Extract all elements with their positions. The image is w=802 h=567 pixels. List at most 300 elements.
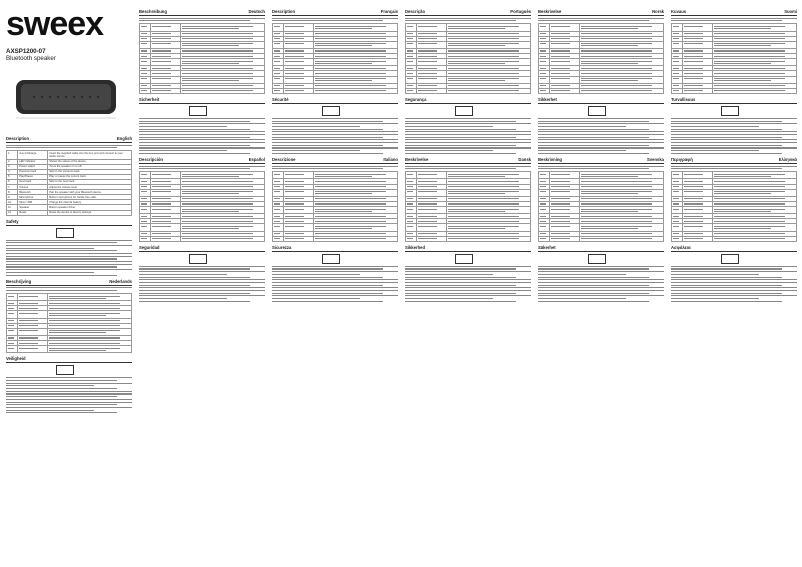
table-cell [284, 207, 314, 214]
cell-line [684, 26, 703, 27]
cell-line [315, 38, 386, 39]
table-cell: 4. [7, 169, 18, 174]
text-line [671, 147, 797, 148]
cell-line [285, 226, 304, 227]
cell-line [714, 226, 785, 227]
cell-line [407, 78, 413, 79]
table-cell [406, 172, 417, 179]
section-language: English [116, 136, 132, 141]
section-title: Beschrijving [6, 278, 32, 284]
table-cell [580, 24, 664, 31]
table-cell [672, 59, 683, 66]
cell-line [448, 216, 519, 217]
table-row [140, 41, 265, 48]
section-heading [139, 9, 265, 16]
table-row [672, 41, 797, 48]
cell-line [714, 181, 785, 182]
text-line [538, 277, 649, 278]
table-cell: 12. [7, 210, 18, 215]
table-cell [672, 76, 683, 83]
cell-line [285, 216, 304, 217]
table-cell [151, 24, 181, 31]
cell-line [407, 56, 413, 57]
cell-line [285, 68, 304, 69]
cell-line [448, 193, 505, 194]
section-heading [671, 97, 797, 104]
cell-line [540, 43, 546, 44]
cell-line [684, 209, 703, 210]
cell-line [673, 73, 679, 74]
cell-line [315, 203, 386, 204]
cell-line [49, 330, 120, 331]
cell-line [182, 26, 253, 27]
section-title: Sécurité [272, 96, 289, 102]
cell-line [285, 61, 304, 62]
text-line [405, 145, 516, 146]
text-line [139, 277, 250, 278]
table-cell [273, 189, 284, 196]
cell-line [49, 296, 120, 297]
section-title: Sikkerhed [405, 244, 426, 250]
cell-line [315, 73, 386, 74]
cell-line [19, 313, 38, 314]
column-4 [405, 6, 531, 562]
text-line [405, 293, 516, 294]
cell-line [714, 85, 785, 86]
cell-line [315, 193, 372, 194]
text-line [671, 129, 782, 130]
cell-line [581, 193, 638, 194]
cell-line [714, 174, 785, 175]
table-cell [580, 88, 664, 93]
cell-line [152, 90, 171, 91]
table-cell [447, 76, 531, 83]
cell-line [274, 221, 280, 222]
table-cell: 3. [7, 164, 18, 169]
table-cell [550, 41, 580, 48]
cell-line [684, 203, 703, 204]
cell-line [684, 90, 703, 91]
text-line [139, 142, 265, 143]
text-line [538, 147, 664, 148]
cell-line [673, 85, 679, 86]
cell-line [448, 56, 519, 57]
table-cell [48, 346, 132, 353]
cell-line [285, 198, 304, 199]
table-cell [683, 236, 713, 241]
text-line [538, 293, 649, 294]
cell-line [407, 238, 413, 239]
cell-line [581, 43, 652, 44]
cell-line [152, 38, 171, 39]
table-cell [7, 311, 18, 318]
text-line [671, 121, 782, 122]
table-cell [151, 88, 181, 93]
cell-line [673, 221, 679, 222]
cell-line [673, 26, 679, 27]
table-cell [713, 172, 797, 179]
cell-line [673, 78, 679, 79]
cell-line [315, 216, 386, 217]
table-cell [284, 236, 314, 241]
table-cell [713, 207, 797, 214]
cell-line [418, 26, 437, 27]
text-line [272, 266, 398, 267]
cell-line [315, 50, 386, 51]
text-line [6, 393, 132, 394]
table-cell [181, 59, 265, 66]
text-line [671, 145, 782, 146]
cell-line [315, 78, 386, 79]
table-cell [539, 41, 550, 48]
table-cell [314, 76, 398, 83]
cell-line [448, 226, 519, 227]
cell-line [182, 191, 253, 192]
text-line [538, 150, 626, 151]
cell-line [274, 174, 280, 175]
cell-line [141, 233, 147, 234]
cell-line [714, 233, 785, 234]
text-lines [139, 290, 265, 302]
text-lines [6, 287, 132, 291]
cell-line [274, 43, 280, 44]
table-cell [683, 189, 713, 196]
text-line [139, 279, 265, 280]
cell-line [551, 209, 570, 210]
cell-line [714, 45, 771, 46]
cell-line [182, 181, 253, 182]
text-line [671, 131, 797, 132]
cell-line [182, 238, 253, 239]
text-line [671, 293, 782, 294]
table-cell [417, 236, 447, 241]
text-line [139, 293, 250, 294]
cell-line [182, 193, 239, 194]
cell-line [274, 238, 280, 239]
cell-line [141, 43, 147, 44]
cell-line [152, 221, 171, 222]
section-heading [272, 245, 398, 252]
cell-line [418, 33, 437, 34]
table-row [140, 172, 265, 179]
cell-line [315, 233, 386, 234]
cell-line [418, 174, 437, 175]
cell-line [274, 181, 280, 182]
cell-line [448, 43, 519, 44]
text-lines [538, 142, 664, 154]
table-cell [539, 189, 550, 196]
cell-line [19, 330, 38, 331]
table-cell: Shows the status of the device. [48, 159, 132, 164]
text-line [671, 166, 797, 167]
text-lines [139, 18, 265, 22]
cell-line [684, 33, 703, 34]
section-language: Norsk [652, 9, 664, 14]
cell-line [19, 337, 38, 338]
cell-line [540, 68, 546, 69]
cell-line [581, 211, 638, 212]
cell-line [407, 233, 413, 234]
table-cell [539, 224, 550, 231]
section-heading [139, 245, 265, 252]
cell-line [285, 186, 304, 187]
function-table [139, 171, 265, 242]
cell-line [714, 198, 785, 199]
table-row [140, 236, 265, 241]
table-cell [713, 59, 797, 66]
table-cell [406, 59, 417, 66]
cell-line [274, 68, 280, 69]
text-line [405, 131, 531, 132]
section-language: Deutsch [248, 9, 265, 14]
cell-line [673, 90, 679, 91]
cell-line [182, 221, 253, 222]
text-line [272, 268, 383, 269]
text-line [405, 268, 516, 269]
text-line [538, 298, 626, 299]
text-line [538, 118, 664, 119]
table-row [273, 88, 398, 93]
text-lines [139, 118, 265, 141]
table-cell [539, 24, 550, 31]
table-cell [7, 346, 18, 353]
cell-line [581, 80, 638, 81]
cell-line [274, 226, 280, 227]
table-cell [550, 24, 580, 31]
cell-line [448, 73, 519, 74]
table-cell: Play or pause the current track. [48, 174, 132, 179]
cell-line [182, 233, 253, 234]
text-line [405, 118, 531, 119]
cell-line [540, 78, 546, 79]
table-cell [140, 88, 151, 93]
table-cell [447, 41, 531, 48]
table-row [273, 24, 398, 31]
cell-line [448, 211, 505, 212]
table-row [672, 59, 797, 66]
cell-line [684, 216, 703, 217]
cell-line [182, 174, 253, 175]
section-title: Turvallisuus [671, 96, 696, 102]
cell-line [274, 186, 280, 187]
text-line [6, 385, 94, 386]
table-cell [181, 224, 265, 231]
cell-line [407, 68, 413, 69]
text-line [272, 282, 398, 283]
table-row [672, 172, 797, 179]
text-line [671, 139, 797, 140]
cell-line [274, 26, 280, 27]
text-lines [671, 18, 797, 22]
cell-line [581, 209, 652, 210]
section-title: Sicherheit [139, 96, 160, 102]
cell-line [8, 303, 14, 304]
cell-line [182, 43, 253, 44]
cell-line [285, 56, 304, 57]
text-line [405, 123, 531, 124]
cell-line [581, 186, 652, 187]
cell-line [714, 203, 785, 204]
text-line [538, 266, 664, 267]
table-cell [140, 59, 151, 66]
cell-line [551, 221, 570, 222]
text-line [538, 153, 649, 154]
cell-line [152, 174, 171, 175]
table-cell [284, 41, 314, 48]
cell-line [315, 176, 372, 177]
table-cell: Pair the speaker with your Bluetooth device. [48, 190, 132, 195]
table-cell [713, 24, 797, 31]
section-heading [6, 356, 132, 363]
table-cell [181, 207, 265, 214]
cell-line [407, 38, 413, 39]
cell-line [551, 181, 570, 182]
table-row [672, 76, 797, 83]
cell-line [714, 209, 785, 210]
table-cell [140, 172, 151, 179]
table-row [406, 172, 531, 179]
cell-line [684, 43, 703, 44]
table-cell [48, 294, 132, 301]
section-heading [272, 97, 398, 104]
text-line [272, 134, 398, 135]
cell-line [141, 174, 147, 175]
cell-line [285, 233, 304, 234]
column-5 [538, 6, 664, 562]
cell-line [49, 343, 120, 344]
table-row [7, 294, 132, 301]
cell-line [673, 38, 679, 39]
cell-line [315, 56, 386, 57]
cell-line [448, 186, 519, 187]
table-cell [550, 172, 580, 179]
cell-line [581, 68, 652, 69]
cell-line [581, 191, 652, 192]
cell-line [285, 209, 304, 210]
table-cell [550, 88, 580, 93]
cell-line [673, 203, 679, 204]
cell-line [315, 43, 386, 44]
table-row [273, 224, 398, 231]
cell-line [19, 325, 38, 326]
text-line [272, 118, 398, 119]
cell-line [182, 33, 253, 34]
cell-line [581, 216, 652, 217]
table-cell [181, 88, 265, 93]
caution-symbol [721, 106, 739, 116]
table-cell [683, 24, 713, 31]
table-cell [580, 172, 664, 179]
section-title: Beschreibung [139, 9, 167, 14]
cell-line [407, 209, 413, 210]
cell-line [540, 50, 546, 51]
text-line [272, 168, 383, 169]
text-line [405, 298, 493, 299]
text-line [405, 277, 516, 278]
table-cell [181, 76, 265, 83]
cell-line [551, 43, 570, 44]
cell-line [540, 85, 546, 86]
table-cell [417, 88, 447, 93]
text-line [405, 150, 493, 151]
text-line [6, 407, 132, 408]
section-title: Kuvaus [671, 9, 687, 14]
text-line [272, 153, 383, 154]
cell-line [448, 26, 519, 27]
text-line [272, 142, 398, 143]
text-line [671, 285, 782, 286]
cell-line [141, 50, 147, 51]
cell-line [714, 63, 771, 64]
table-row [406, 224, 531, 231]
cell-line [673, 68, 679, 69]
cell-line [152, 56, 171, 57]
table-row [406, 88, 531, 93]
cell-line [673, 216, 679, 217]
section-heading [538, 97, 664, 104]
text-line [6, 264, 132, 265]
text-lines [405, 166, 531, 170]
table-row [273, 189, 398, 196]
table-cell [151, 224, 181, 231]
cell-line [448, 61, 519, 62]
text-lines [671, 266, 797, 289]
table-row [539, 207, 664, 214]
cell-line [315, 181, 386, 182]
text-line [405, 271, 531, 272]
table-cell [284, 88, 314, 93]
table-row [539, 24, 664, 31]
text-line [538, 166, 664, 167]
cell-line [182, 203, 253, 204]
text-line [405, 166, 531, 167]
cell-line [182, 61, 253, 62]
table-cell [580, 224, 664, 231]
cell-line [448, 68, 519, 69]
text-line [538, 129, 649, 130]
text-line [6, 396, 117, 397]
text-lines [538, 18, 664, 22]
table-row [406, 207, 531, 214]
text-line [538, 126, 626, 127]
cell-line [285, 181, 304, 182]
cell-line [448, 238, 519, 239]
text-line [671, 295, 797, 296]
cell-line [673, 209, 679, 210]
cell-line [315, 191, 386, 192]
caution-symbol [455, 254, 473, 264]
text-line [538, 134, 664, 135]
cell-line [540, 73, 546, 74]
text-line [6, 290, 117, 291]
text-line [405, 301, 516, 302]
table-row [539, 41, 664, 48]
text-line [405, 137, 516, 138]
table-cell [713, 88, 797, 93]
cell-line [714, 186, 785, 187]
table-cell [406, 41, 417, 48]
text-line [139, 150, 227, 151]
cell-line [315, 28, 372, 29]
cell-line [141, 238, 147, 239]
cell-line [551, 56, 570, 57]
caution-symbol [322, 106, 340, 116]
caution-symbol [588, 254, 606, 264]
cell-line [684, 238, 703, 239]
text-line [671, 266, 797, 267]
table-row [273, 76, 398, 83]
cell-line [581, 61, 652, 62]
